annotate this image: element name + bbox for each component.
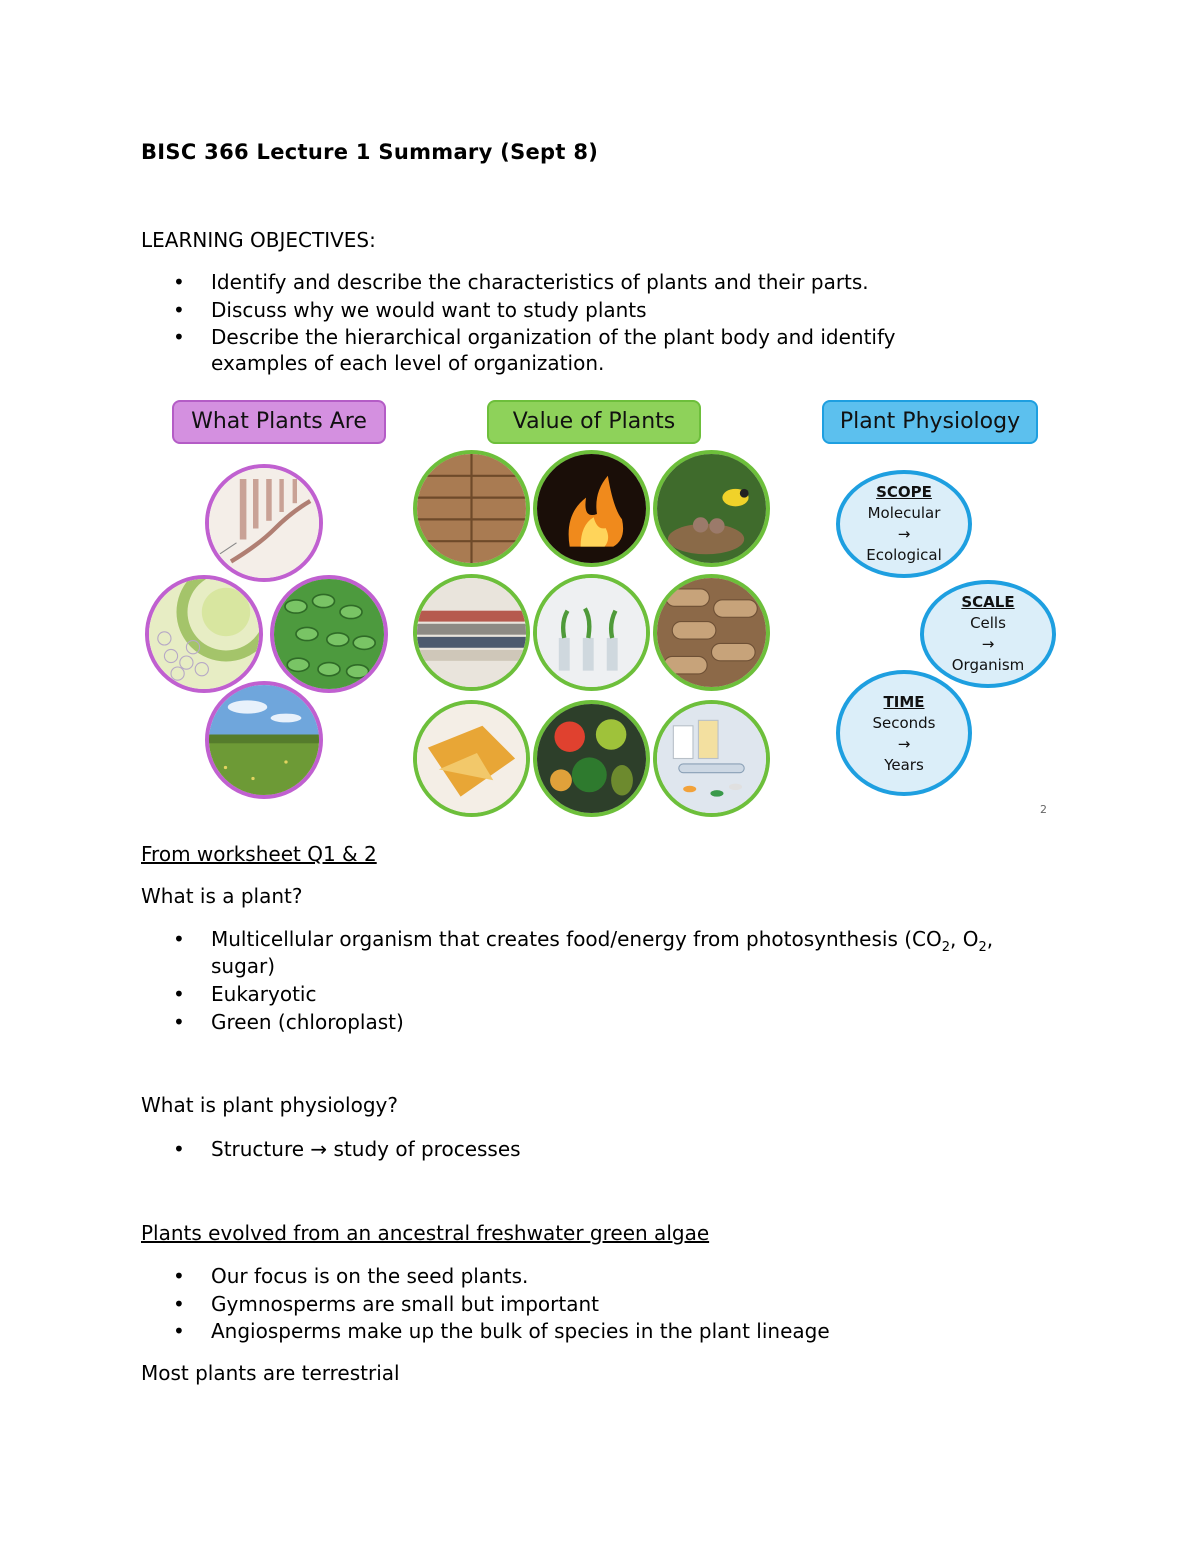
objective-item: • Describe the hierarchical organization of the plant body and identify bbox=[141, 324, 896, 352]
scope-to: Ecological bbox=[866, 546, 942, 564]
bird-nest-image bbox=[653, 450, 770, 567]
seed-plants-list bbox=[141, 1263, 830, 1346]
list-item-continued: sugar) bbox=[211, 954, 276, 978]
lumber-image bbox=[413, 450, 530, 567]
chloroplast-cells-image bbox=[270, 575, 388, 693]
arrow-icon: → bbox=[981, 635, 995, 653]
lab-seedlings-image bbox=[533, 574, 650, 691]
scope-circle bbox=[836, 470, 972, 578]
list-item: • Structure → study of processes bbox=[141, 1136, 521, 1164]
list-item: • Gymnosperms are small but important bbox=[141, 1291, 830, 1319]
objectives-list bbox=[141, 269, 896, 352]
paper-image bbox=[413, 700, 530, 817]
plant-characteristics-list-cont bbox=[141, 981, 404, 1036]
time-from: Seconds bbox=[872, 714, 936, 732]
scale-circle bbox=[920, 580, 1056, 688]
list-item: • Multicellular organism that creates food/energy from photosynthesis ($CO_2$, $O_2$, bbox=[141, 926, 993, 962]
cell-cross-section-image bbox=[145, 575, 263, 693]
scope-heading: SCOPE bbox=[876, 483, 932, 501]
arrow-icon: → bbox=[310, 1137, 328, 1161]
objective-item: • Identify and describe the characteristics of plants and their parts. bbox=[141, 269, 896, 297]
objectives-heading: LEARNING OBJECTIVES: bbox=[141, 228, 376, 252]
time-to: Years bbox=[884, 756, 924, 774]
textiles-image bbox=[413, 574, 530, 691]
fire-image bbox=[533, 450, 650, 567]
section-worksheet-heading: From worksheet Q1 & 2 bbox=[141, 842, 377, 866]
objective-item: • Discuss why we would want to study plants bbox=[141, 297, 896, 325]
question-plant-physiology: What is plant physiology? bbox=[141, 1093, 398, 1117]
label-plant-physiology: Plant Physiology bbox=[822, 400, 1038, 444]
question-what-is-plant: What is a plant? bbox=[141, 884, 303, 908]
document-title: BISC 366 Lecture 1 Summary (Sept 8) bbox=[141, 140, 599, 164]
slide-number: 2 bbox=[1040, 803, 1047, 816]
objective-item-continued: examples of each level of organization. bbox=[211, 351, 605, 375]
wine-corks-image bbox=[653, 574, 770, 691]
scope-from: Molecular bbox=[867, 504, 941, 522]
scale-heading: SCALE bbox=[961, 593, 1015, 611]
phylogeny-tree-image bbox=[205, 464, 323, 582]
time-circle bbox=[836, 670, 972, 796]
label-what-plants-are: What Plants Are bbox=[172, 400, 386, 444]
list-item: • Angiosperms make up the bulk of species in the plant lineage bbox=[141, 1318, 830, 1346]
scale-from: Cells bbox=[970, 614, 1006, 632]
list-item: • Green (chloroplast) bbox=[141, 1009, 404, 1037]
arrow-icon: → bbox=[897, 735, 911, 753]
section-evolution-heading: Plants evolved from an ancestral freshwater green algae bbox=[141, 1221, 710, 1245]
arrow-icon: → bbox=[897, 525, 911, 543]
list-item: • Our focus is on the seed plants. bbox=[141, 1263, 830, 1291]
physiology-list bbox=[141, 1136, 521, 1164]
closing-statement: Most plants are terrestrial bbox=[141, 1361, 400, 1385]
label-value-of-plants: Value of Plants bbox=[487, 400, 701, 444]
food-image bbox=[533, 700, 650, 817]
medicine-image bbox=[653, 700, 770, 817]
grassland-landscape-image bbox=[205, 681, 323, 799]
scale-to: Organism bbox=[951, 656, 1025, 674]
list-item: • Eukaryotic bbox=[141, 981, 404, 1009]
time-heading: TIME bbox=[883, 693, 925, 711]
